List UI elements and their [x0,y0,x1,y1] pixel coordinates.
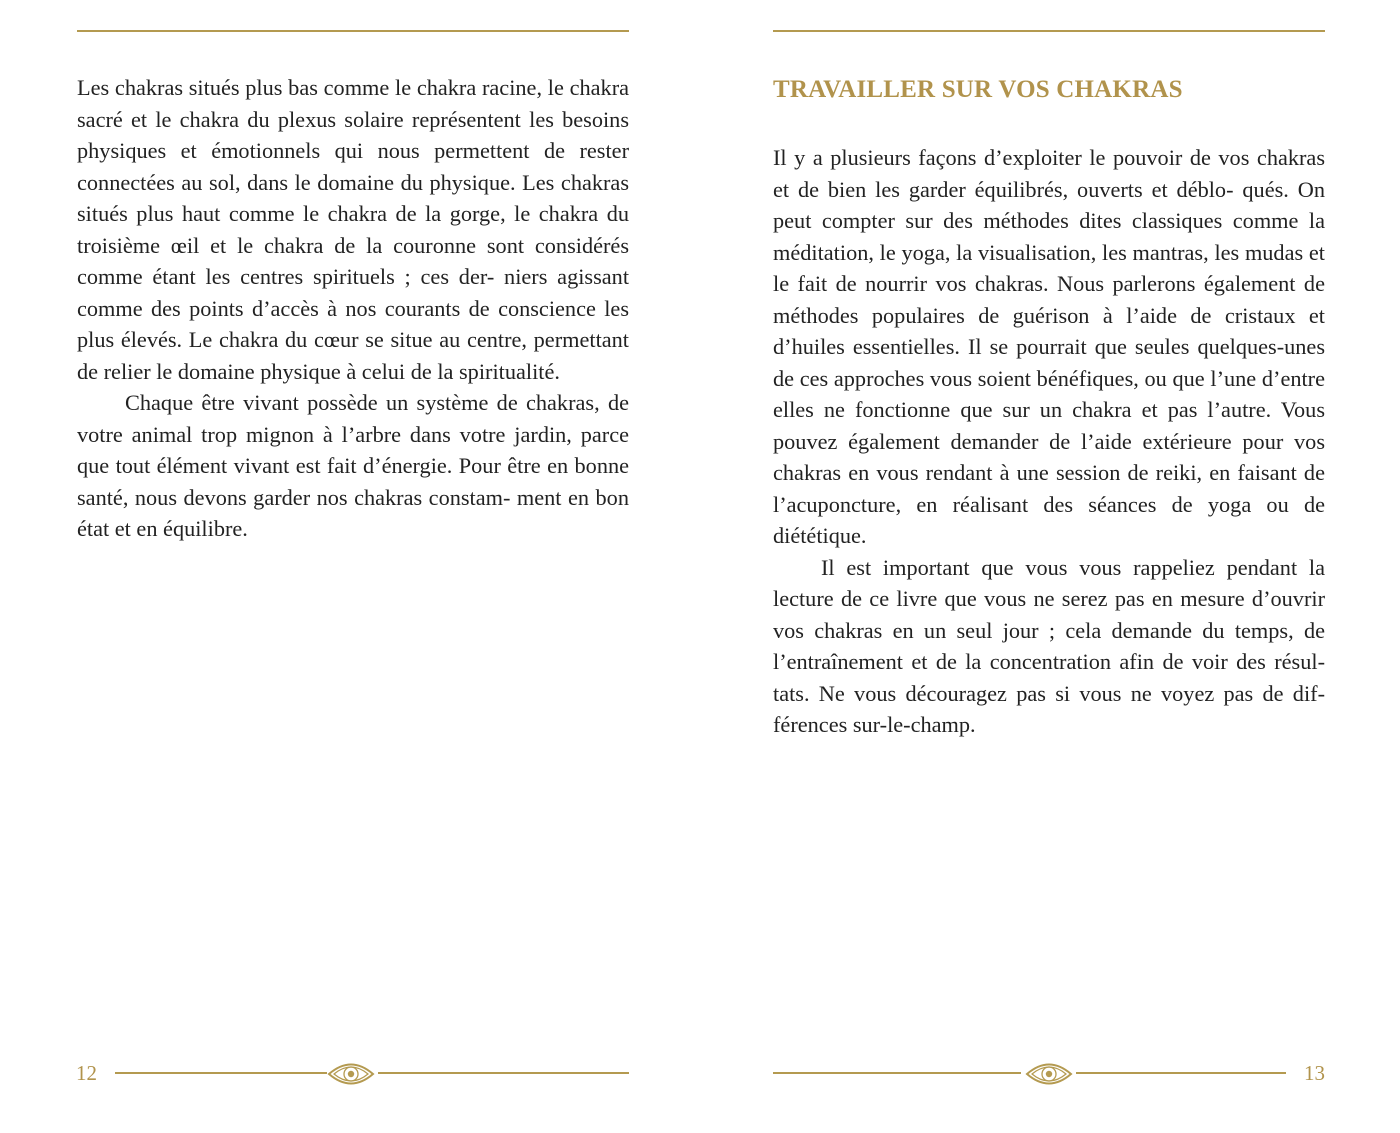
text-line: lecture de ce livre que vous ne serez pas en mesure d’ouvrir [773,586,1325,611]
text-line: centre, permettant de relier le domaine physique à celui [77,327,630,384]
text-line: ment en bon état et en équilibre. [77,484,629,541]
page-footer [77,1058,629,1092]
text-line: comme la méditation, le yoga, la visualisation, les mantras, [773,208,1325,265]
text-line: chakras et de bien les garder équilibrés, ouverts et déblo- [773,145,1326,202]
text-line: et pas l’autre. Vous pouvez également demander de l’aide [773,397,1326,454]
text-line: Il est important que vous vous rappeliez pendant la [821,554,1325,580]
eye-icon [327,1058,375,1090]
eye-icon [1025,1058,1073,1090]
text-line: les mudas et le fait de nourrir vos chakras. Nous parlerons [773,239,1325,296]
text-line: férences sur-le-champ. [773,712,976,737]
text-line: également de méthodes populaires de guérison à l’aide de [773,271,1325,328]
text-line: qués. On peut compter sur des méthodes dites classiques [773,176,1325,233]
body-text [77,72,629,545]
section-heading: TRAVAILLER SUR VOS CHAKRAS [773,76,1183,103]
paragraph [773,142,1325,552]
page-number: 13 [1304,1061,1325,1085]
text-line: vos chakras en un seul jour ; cela demande du temps, de [773,617,1325,643]
text-line: de la spiritualité. [410,358,560,384]
text-line: conscience les plus élevés. Le chakra du cœur se situe au [77,295,629,352]
text-line: Les chakras situés plus haut comme le chakra de la gorge, [77,169,630,226]
page-footer [773,1058,1325,1092]
text-line: quelques-unes de ces approches vous soient bénéfiques, [773,334,1326,391]
footer-divider [1076,1072,1286,1074]
text-line: de rester connectées au sol, dans le domaine du physique. [77,138,629,195]
text-line: le chakra du troisième œil et le chakra de la couronne sont [77,201,629,258]
text-line: Chaque être vivant possède un système de chakras, [125,390,600,415]
body-text [773,142,1325,741]
text-line: cristaux et d’huiles essentielles. Il se pourrait que seules [773,302,1325,359]
footer-divider [773,1072,1021,1074]
paragraph [773,552,1325,741]
text-line: ou que l’une d’entre elles ne fonctionne que sur un chakra [773,365,1326,422]
top-divider [773,30,1325,32]
right-page [773,0,1325,1133]
text-line: Il y a plusieurs façons d’exploiter le pouvoir de vos [773,145,1250,170]
text-line: parce que tout élément vivant est fait d’énergie. Pour être [77,421,630,478]
text-line: de yoga ou de diététique. [773,491,1325,548]
text-line: tats. Ne vous découragez pas si vous ne voyez pas de dif- [773,680,1325,706]
paragraph [77,72,629,387]
top-divider [77,30,629,32]
left-page [77,0,629,1133]
text-line: de votre animal trop mignon à l’arbre dans votre jardin, [77,390,629,447]
footer-divider [115,1072,327,1074]
text-line: le chakra sacré et le chakra du plexus solaire représentent [77,75,630,132]
text-line: considérés comme étant les centres spirituels ; ces der- [77,232,629,289]
text-line: niers agissant comme des points d’accès à nos courants de [77,264,630,321]
page-number: 12 [76,1061,97,1085]
paragraph [77,387,629,545]
text-line: Les chakras situés plus bas comme le chakra racine, [77,75,543,100]
text-line: les besoins physiques et émotionnels qui nous permettent [77,106,630,163]
text-line: extérieure pour vos chakras en vous rendant à une session [773,428,1325,485]
text-line: l’entraînement et de la concentration afin de voir des résul- [773,649,1325,674]
text-line: de reiki, en faisant de l’acuponcture, en réalisant des séances [773,460,1325,517]
footer-divider [378,1072,629,1074]
text-line: en bonne santé, nous devons garder nos chakras constam- [77,453,630,510]
